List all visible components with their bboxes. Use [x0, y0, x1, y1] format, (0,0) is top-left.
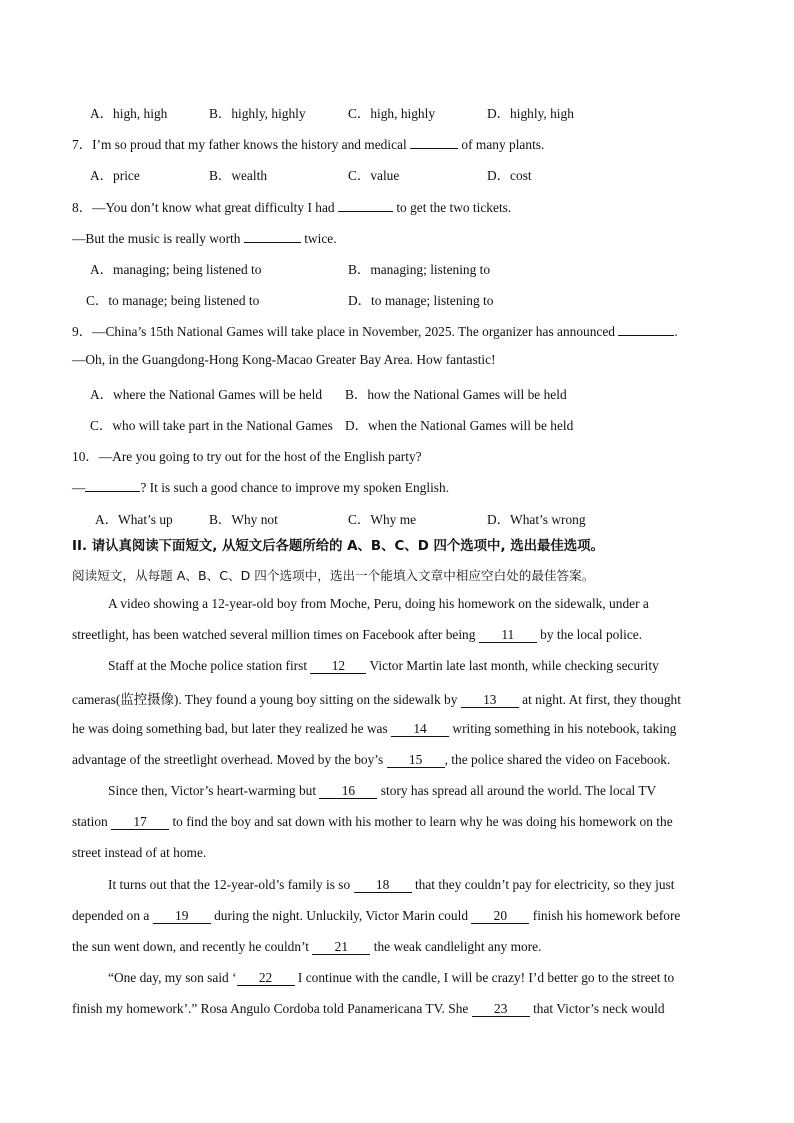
q7-stem [72, 134, 544, 153]
blank-21: 21 [312, 940, 370, 955]
section-title: II. 请认真阅读下面短文, 从短文后各题所给的 A、B、C、D 四个选项中, 选出最佳选项。 [72, 539, 604, 554]
text: cameras(监控摄像). They found a young boy sitting on the sidewalk by [72, 692, 458, 707]
text: finish his homework before [532, 908, 681, 923]
blank-12: 12 [310, 659, 366, 674]
q10-blank [85, 477, 140, 492]
q8-blank-1 [338, 197, 393, 212]
q9-option-b[interactable]: B．how the National Games will be held [345, 387, 567, 402]
q8-line1-text: 8．—You don’t know what great difficulty I had [72, 200, 335, 215]
text: writing something in his notebook, taking [452, 721, 677, 736]
blank-20: 20 [471, 909, 529, 924]
q8-blank-2 [244, 228, 301, 243]
q10-option-d[interactable]: D．What’s wrong [487, 512, 586, 527]
q9-option-c[interactable]: C．who will take part in the National Games [90, 418, 333, 433]
text: during the night. Unluckily, Victor Marin could [214, 908, 469, 923]
text: streetlight, has been watched several million times on Facebook after being [72, 627, 476, 642]
text: “One day, my son said ‘ [108, 970, 237, 985]
text: Staff at the Moche police station first [108, 658, 308, 673]
q10-option-a[interactable]: A．What’s up [95, 512, 173, 527]
q7-blank [410, 134, 458, 149]
section-instruction: 阅读短文，从每题 A、B、C、D 四个选项中，选出一个能填入文章中相应空白处的最佳答案。 [72, 568, 595, 583]
blank-16: 16 [319, 784, 377, 799]
text: by the local police. [540, 627, 643, 642]
passage-p5-line2 [72, 1001, 665, 1017]
q8-option-d[interactable]: D．to manage; listening to [348, 293, 494, 308]
q8-line2-text: —But the music is really worth [72, 231, 241, 246]
text: story has spread all around the world. The local TV [380, 783, 657, 798]
text: the sun went down, and recently he couldn’t [72, 939, 310, 954]
passage-p2-line2 [72, 689, 681, 708]
passage-p2-line1 [108, 658, 659, 674]
blank-11: 11 [479, 628, 537, 643]
q10-option-c[interactable]: C．Why me [348, 512, 417, 527]
q10-line2 [72, 477, 449, 496]
text: , the police shared the video on Facebook. [444, 752, 671, 767]
q10-line2-text: ? It is such a good chance to improve my spoken English. [140, 480, 450, 495]
passage-p5-line1 [108, 970, 674, 986]
text: It turns out that the 12-year-old’s family is so [108, 877, 351, 892]
text: Victor Martin late last month, while checking security [369, 658, 659, 673]
passage-p2-line3 [72, 721, 676, 737]
text: Since then, Victor’s heart-warming but [108, 783, 317, 798]
q8-line2 [72, 228, 337, 247]
blank-18: 18 [354, 878, 412, 893]
passage-p3-line2 [72, 814, 673, 830]
passage-p4-line1 [108, 877, 675, 893]
blank-19: 19 [153, 909, 211, 924]
passage-p2-line4 [72, 752, 670, 768]
q7-option-b[interactable]: B．wealth [209, 168, 268, 183]
q8-line1 [72, 197, 511, 216]
passage-p1-line1: A video showing a 12-year-old boy from Moche, Peru, doing his homework on the sidewalk, under a [108, 596, 649, 611]
q10-line2-dash: — [72, 480, 86, 495]
q10-option-b[interactable]: B．Why not [209, 512, 278, 527]
q8-option-a[interactable]: A．managing; being listened to [90, 262, 262, 277]
passage-p3-line3: street instead of at home. [72, 845, 207, 860]
q6-option-b[interactable]: B．highly, highly [209, 106, 306, 121]
q10-line1: 10．—Are you going to try out for the host of the English party? [72, 449, 422, 464]
q7-option-c[interactable]: C．value [348, 168, 400, 183]
q9-blank [618, 321, 674, 336]
text: that they couldn’t pay for electricity, so they just [414, 877, 675, 892]
text: station [72, 814, 108, 829]
text: he was doing something bad, but later they realized he was [72, 721, 388, 736]
text: at night. At first, they thought [522, 692, 681, 707]
passage-p3-line1 [108, 783, 656, 799]
q6-option-d[interactable]: D．highly, high [487, 106, 574, 121]
text: I continue with the candle, I will be crazy! I’d better go to the street to [297, 970, 675, 985]
q9-option-a[interactable]: A．where the National Games will be held [90, 387, 323, 402]
blank-15: 15 [387, 753, 445, 768]
blank-17: 17 [111, 815, 169, 830]
passage-p4-line3 [72, 939, 541, 955]
q8-line2-tail: twice. [304, 231, 337, 246]
text: finish my homework’.” Rosa Angulo Cordoba told Panamericana TV. She [72, 1001, 469, 1016]
passage-p4-line2 [72, 908, 680, 924]
q9-line1-tail: . [674, 324, 678, 339]
text: the weak candlelight any more. [373, 939, 542, 954]
q7-stem-text: 7．I’m so proud that my father knows the history and medical [72, 137, 407, 152]
blank-13: 13 [461, 693, 519, 708]
q7-option-d[interactable]: D．cost [487, 168, 532, 183]
q9-line1-text: 9．—China’s 15th National Games will take place in November, 2025. The organizer has announced [72, 324, 616, 339]
q8-line1-tail: to get the two tickets. [396, 200, 512, 215]
text: that Victor’s neck would [533, 1001, 665, 1016]
q7-stem-tail: of many plants. [461, 137, 545, 152]
q9-line1 [72, 321, 678, 340]
text: advantage of the streetlight overhead. Moved by the boy’s [72, 752, 384, 767]
q6-option-c[interactable]: C．high, highly [348, 106, 436, 121]
q6-option-a[interactable]: A．high, high [90, 106, 168, 121]
q8-option-c[interactable]: C．to manage; being listened to [86, 293, 260, 308]
text: depended on a [72, 908, 150, 923]
q9-option-d[interactable]: D．when the National Games will be held [345, 418, 574, 433]
blank-14: 14 [391, 722, 449, 737]
q7-option-a[interactable]: A．price [90, 168, 140, 183]
blank-23: 23 [472, 1002, 530, 1017]
q8-option-b[interactable]: B．managing; listening to [348, 262, 491, 277]
passage-p1-line2 [72, 627, 642, 643]
text: to find the boy and sat down with his mother to learn why he was doing his homework on the [172, 814, 673, 829]
q9-line2: —Oh, in the Guangdong-Hong Kong-Macao Greater Bay Area. How fantastic! [72, 352, 496, 367]
blank-22: 22 [237, 971, 295, 986]
